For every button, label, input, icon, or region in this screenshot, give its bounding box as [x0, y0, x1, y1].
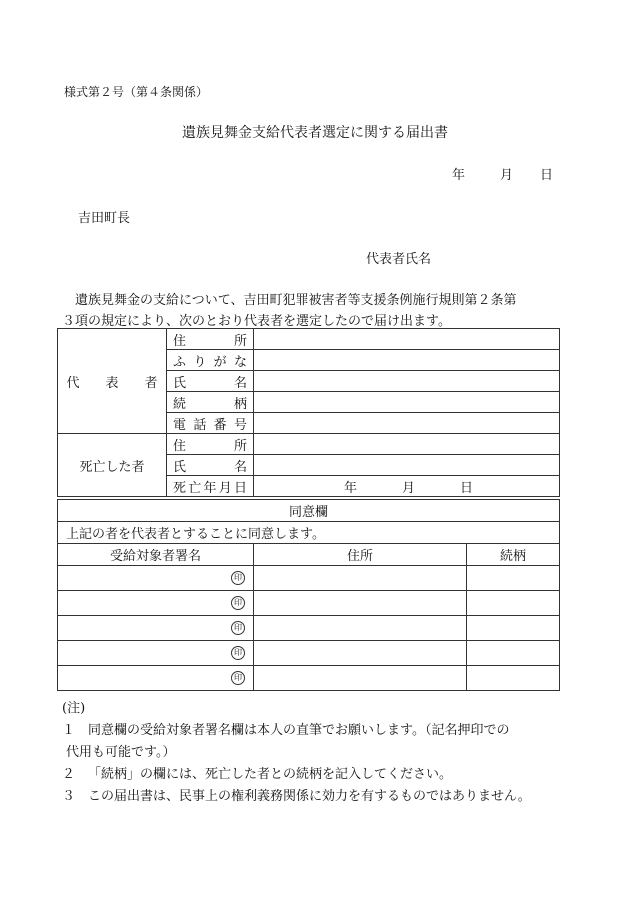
date-day: 日: [540, 168, 554, 183]
relationship-field[interactable]: [467, 591, 560, 616]
relationship-field[interactable]: [467, 666, 560, 691]
death-date-day: 日: [460, 480, 474, 496]
rep-name-field[interactable]: [254, 371, 560, 392]
address-field[interactable]: [254, 666, 467, 691]
note-item-1-cont: 代用も可能です。）: [66, 745, 176, 760]
note-item-3: ３ この届出書は、民事上の権利義務関係に効力を有するものではありません。: [62, 789, 531, 804]
form-number-label: 様式第２号（第４条関係）: [64, 85, 209, 99]
signature-field[interactable]: [58, 566, 254, 591]
consent-title: 同意欄: [58, 500, 560, 522]
deceased-address-field[interactable]: [254, 434, 560, 455]
death-date-year: 年: [344, 480, 358, 496]
rep-address-field[interactable]: [254, 329, 560, 350]
signature-field[interactable]: [58, 666, 254, 691]
address-field[interactable]: [254, 566, 467, 591]
death-date-month: 月: [402, 480, 416, 496]
deceased-address-label: 住 所: [167, 434, 254, 455]
relationship-field[interactable]: [467, 616, 560, 641]
submission-date: [452, 164, 553, 183]
consent-statement: 上記の者を代表者とすることに同意します。: [58, 522, 560, 544]
deceased-name-label: 氏 名: [167, 455, 254, 476]
representative-name-label: 代表者氏名: [366, 252, 432, 267]
seal-mark-icon: 印: [231, 646, 245, 660]
relationship-field[interactable]: [467, 641, 560, 666]
info-table: [57, 328, 560, 497]
address-field[interactable]: [254, 641, 467, 666]
death-date-field[interactable]: [254, 476, 560, 497]
note-item-1: １ 同意欄の受給対象者署名欄は本人の直筆でお願いします。（記名押印での: [62, 723, 510, 738]
address-field[interactable]: [254, 591, 467, 616]
consent-table: [57, 499, 560, 691]
signature-field[interactable]: [58, 616, 254, 641]
seal-mark-icon: 印: [231, 621, 245, 635]
rep-address-label: 住 所: [167, 329, 254, 350]
death-date-label: 死亡年月日: [167, 476, 254, 497]
deceased-name-field[interactable]: [254, 455, 560, 476]
addressee: 吉田町長: [78, 211, 131, 226]
rep-phone-field[interactable]: [254, 413, 560, 434]
document-title: 遺族見舞金支給代表者選定に関する届出書: [182, 125, 448, 141]
rep-relationship-field[interactable]: [254, 392, 560, 413]
seal-mark-icon: 印: [231, 671, 245, 685]
date-year: 年: [452, 168, 466, 183]
signature-field[interactable]: [58, 641, 254, 666]
relationship-field[interactable]: [467, 566, 560, 591]
body-line-2: ３項の規定により、次のとおり代表者を選定したので届け出ます。: [62, 314, 451, 329]
address-field[interactable]: [254, 616, 467, 641]
rep-furigana-field[interactable]: [254, 350, 560, 371]
signature-field[interactable]: [58, 591, 254, 616]
rep-furigana-label: ふりがな: [167, 350, 254, 371]
col-address-header: 住所: [254, 544, 467, 566]
seal-mark-icon: 印: [231, 571, 245, 585]
rep-phone-label: 電話番号: [167, 413, 254, 434]
col-relationship-header: 続柄: [467, 544, 560, 566]
col-signature-header: 受給対象者署名: [58, 544, 254, 566]
rep-name-label: 氏 名: [167, 371, 254, 392]
body-line-1: 遺族見舞金の支給について、吉田町犯罪被害者等支援条例施行規則第２条第: [75, 293, 517, 308]
note-item-2: ２ 「続柄」の欄には、死亡した者との続柄を記入してください。: [62, 767, 453, 782]
date-month: 月: [500, 168, 514, 183]
deceased-section-label: 死亡した者: [58, 434, 167, 497]
seal-mark-icon: 印: [231, 596, 245, 610]
representative-section-label: 代 表 者: [58, 329, 167, 434]
body-text: [62, 290, 572, 332]
notes: [62, 698, 582, 808]
rep-relationship-label: 続 柄: [167, 392, 254, 413]
notes-header: (注): [62, 701, 86, 716]
